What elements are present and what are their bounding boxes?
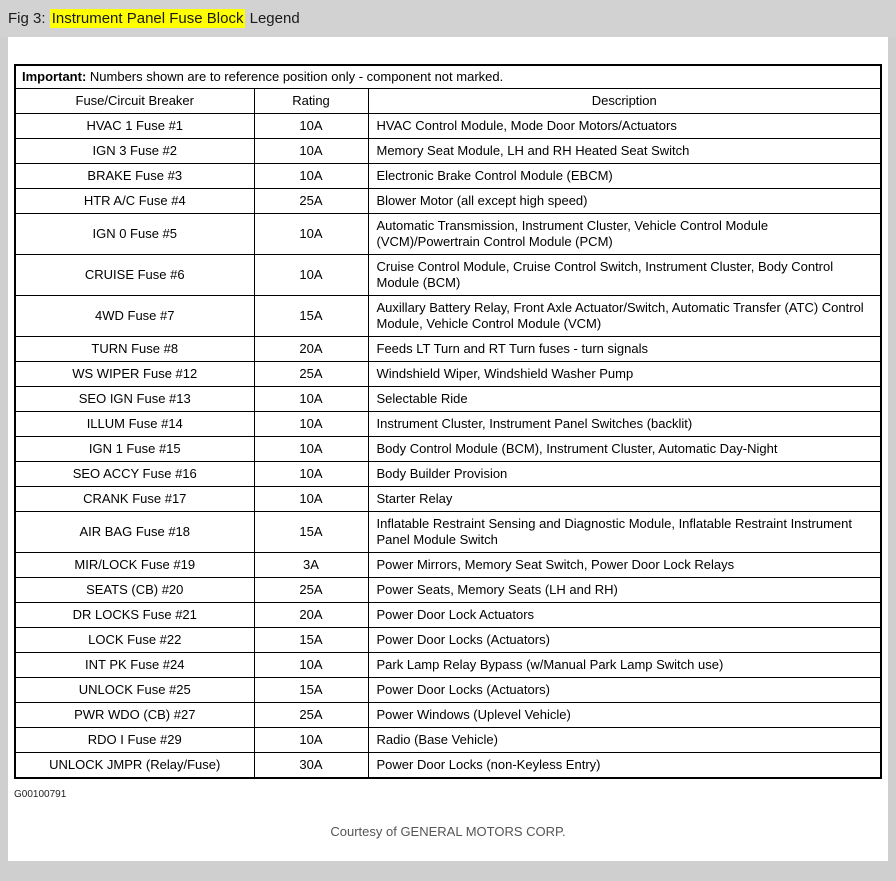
table-row bbox=[15, 653, 881, 678]
rating-cell: 25A bbox=[254, 578, 368, 603]
description-cell: Body Builder Provision bbox=[368, 462, 881, 487]
rating-cell: 15A bbox=[254, 628, 368, 653]
rating-cell: 20A bbox=[254, 603, 368, 628]
fuse-cell: AIR BAG Fuse #18 bbox=[15, 512, 254, 553]
courtesy-line: Courtesy of GENERAL MOTORS CORP. bbox=[330, 824, 566, 839]
description-cell: Memory Seat Module, LH and RH Heated Seat Switch bbox=[368, 139, 881, 164]
description-cell: Feeds LT Turn and RT Turn fuses - turn signals bbox=[368, 337, 881, 362]
rating-cell: 10A bbox=[254, 728, 368, 753]
fuse-cell: WS WIPER Fuse #12 bbox=[15, 362, 254, 387]
rating-cell: 30A bbox=[254, 753, 368, 779]
rating-cell: 10A bbox=[254, 114, 368, 139]
rating-cell: 10A bbox=[254, 387, 368, 412]
fuse-cell: DR LOCKS Fuse #21 bbox=[15, 603, 254, 628]
fuse-cell: SEATS (CB) #20 bbox=[15, 578, 254, 603]
rating-cell: 10A bbox=[254, 255, 368, 296]
description-cell: Inflatable Restraint Sensing and Diagnostic Module, Inflatable Restraint Instrument Panel Module Switch bbox=[368, 512, 881, 553]
rating-cell: 10A bbox=[254, 462, 368, 487]
table-row bbox=[15, 578, 881, 603]
rating-cell: 10A bbox=[254, 412, 368, 437]
fuse-cell: BRAKE Fuse #3 bbox=[15, 164, 254, 189]
table-row bbox=[15, 337, 881, 362]
description-cell: Instrument Cluster, Instrument Panel Switches (backlit) bbox=[368, 412, 881, 437]
rating-cell: 10A bbox=[254, 437, 368, 462]
rating-cell: 10A bbox=[254, 653, 368, 678]
rating-cell: 20A bbox=[254, 337, 368, 362]
rating-cell: 15A bbox=[254, 512, 368, 553]
rating-cell: 10A bbox=[254, 214, 368, 255]
description-cell: Starter Relay bbox=[368, 487, 881, 512]
description-cell: Power Windows (Uplevel Vehicle) bbox=[368, 703, 881, 728]
rating-cell: 10A bbox=[254, 139, 368, 164]
rating-cell: 25A bbox=[254, 703, 368, 728]
table-row bbox=[15, 387, 881, 412]
fuse-cell: TURN Fuse #8 bbox=[15, 337, 254, 362]
fuse-cell: RDO I Fuse #29 bbox=[15, 728, 254, 753]
document-content bbox=[8, 37, 888, 861]
description-cell: Power Door Lock Actuators bbox=[368, 603, 881, 628]
table-row bbox=[15, 255, 881, 296]
fuse-cell: HVAC 1 Fuse #1 bbox=[15, 114, 254, 139]
fuse-cell: INT PK Fuse #24 bbox=[15, 653, 254, 678]
table-row bbox=[15, 678, 881, 703]
description-cell: Selectable Ride bbox=[368, 387, 881, 412]
description-cell: Blower Motor (all except high speed) bbox=[368, 189, 881, 214]
table-row bbox=[15, 412, 881, 437]
important-label: Important: bbox=[22, 69, 87, 84]
figure-title-highlight: Instrument Panel Fuse Block bbox=[51, 10, 244, 27]
table-row bbox=[15, 703, 881, 728]
table-row bbox=[15, 362, 881, 387]
figure-code: G00100791 bbox=[14, 789, 67, 800]
figure-title-prefix: Fig 3: bbox=[8, 10, 50, 27]
fuse-cell: IGN 3 Fuse #2 bbox=[15, 139, 254, 164]
table-row bbox=[15, 512, 881, 553]
description-cell: Power Door Locks (Actuators) bbox=[368, 628, 881, 653]
fuse-cell: CRUISE Fuse #6 bbox=[15, 255, 254, 296]
description-cell: Power Seats, Memory Seats (LH and RH) bbox=[368, 578, 881, 603]
description-cell: Power Door Locks (Actuators) bbox=[368, 678, 881, 703]
table-row bbox=[15, 296, 881, 337]
fuse-cell: IGN 0 Fuse #5 bbox=[15, 214, 254, 255]
description-cell: Power Door Locks (non-Keyless Entry) bbox=[368, 753, 881, 779]
fuse-cell: PWR WDO (CB) #27 bbox=[15, 703, 254, 728]
table-row bbox=[15, 553, 881, 578]
description-cell: Electronic Brake Control Module (EBCM) bbox=[368, 164, 881, 189]
description-cell: Radio (Base Vehicle) bbox=[368, 728, 881, 753]
figure-title-suffix: Legend bbox=[245, 10, 300, 27]
table-row bbox=[15, 462, 881, 487]
fuse-cell: 4WD Fuse #7 bbox=[15, 296, 254, 337]
fuse-cell: ILLUM Fuse #14 bbox=[15, 412, 254, 437]
fuse-table-body bbox=[15, 114, 881, 779]
description-cell: Power Mirrors, Memory Seat Switch, Power Door Lock Relays bbox=[368, 553, 881, 578]
fuse-cell: HTR A/C Fuse #4 bbox=[15, 189, 254, 214]
description-cell: Park Lamp Relay Bypass (w/Manual Park Lamp Switch use) bbox=[368, 653, 881, 678]
description-cell: Windshield Wiper, Windshield Washer Pump bbox=[368, 362, 881, 387]
rating-cell: 15A bbox=[254, 296, 368, 337]
table-row bbox=[15, 753, 881, 779]
fuse-cell: LOCK Fuse #22 bbox=[15, 628, 254, 653]
table-row bbox=[15, 139, 881, 164]
fuse-legend-table bbox=[14, 64, 882, 779]
figure-title-bar bbox=[0, 0, 896, 37]
fuse-cell: IGN 1 Fuse #15 bbox=[15, 437, 254, 462]
table-row bbox=[15, 189, 881, 214]
table-row bbox=[15, 603, 881, 628]
important-text: Numbers shown are to reference position only - component not marked. bbox=[86, 69, 504, 84]
fuse-cell: UNLOCK JMPR (Relay/Fuse) bbox=[15, 753, 254, 779]
description-cell: Auxillary Battery Relay, Front Axle Actuator/Switch, Automatic Transfer (ATC) Control Module, Vehicle Control Module (VCM) bbox=[368, 296, 881, 337]
important-note-row bbox=[15, 65, 881, 89]
table-row bbox=[15, 628, 881, 653]
description-cell: Cruise Control Module, Cruise Control Switch, Instrument Cluster, Body Control Module (BCM) bbox=[368, 255, 881, 296]
table-row bbox=[15, 214, 881, 255]
table-row bbox=[15, 437, 881, 462]
column-header-rating: Rating bbox=[254, 89, 368, 114]
table-row bbox=[15, 164, 881, 189]
table-header-row bbox=[15, 89, 881, 114]
table-row bbox=[15, 114, 881, 139]
fuse-cell: UNLOCK Fuse #25 bbox=[15, 678, 254, 703]
table-row bbox=[15, 728, 881, 753]
rating-cell: 15A bbox=[254, 678, 368, 703]
fuse-cell: CRANK Fuse #17 bbox=[15, 487, 254, 512]
column-header-fuse: Fuse/Circuit Breaker bbox=[15, 89, 254, 114]
fuse-cell: SEO ACCY Fuse #16 bbox=[15, 462, 254, 487]
description-cell: HVAC Control Module, Mode Door Motors/Actuators bbox=[368, 114, 881, 139]
important-note-cell bbox=[15, 65, 881, 89]
fuse-cell: SEO IGN Fuse #13 bbox=[15, 387, 254, 412]
rating-cell: 3A bbox=[254, 553, 368, 578]
description-cell: Body Control Module (BCM), Instrument Cluster, Automatic Day-Night bbox=[368, 437, 881, 462]
rating-cell: 10A bbox=[254, 164, 368, 189]
rating-cell: 25A bbox=[254, 362, 368, 387]
rating-cell: 25A bbox=[254, 189, 368, 214]
fuse-cell: MIR/LOCK Fuse #19 bbox=[15, 553, 254, 578]
column-header-description: Description bbox=[368, 89, 881, 114]
rating-cell: 10A bbox=[254, 487, 368, 512]
table-row bbox=[15, 487, 881, 512]
description-cell: Automatic Transmission, Instrument Cluster, Vehicle Control Module (VCM)/Powertrain Control Module (PCM) bbox=[368, 214, 881, 255]
